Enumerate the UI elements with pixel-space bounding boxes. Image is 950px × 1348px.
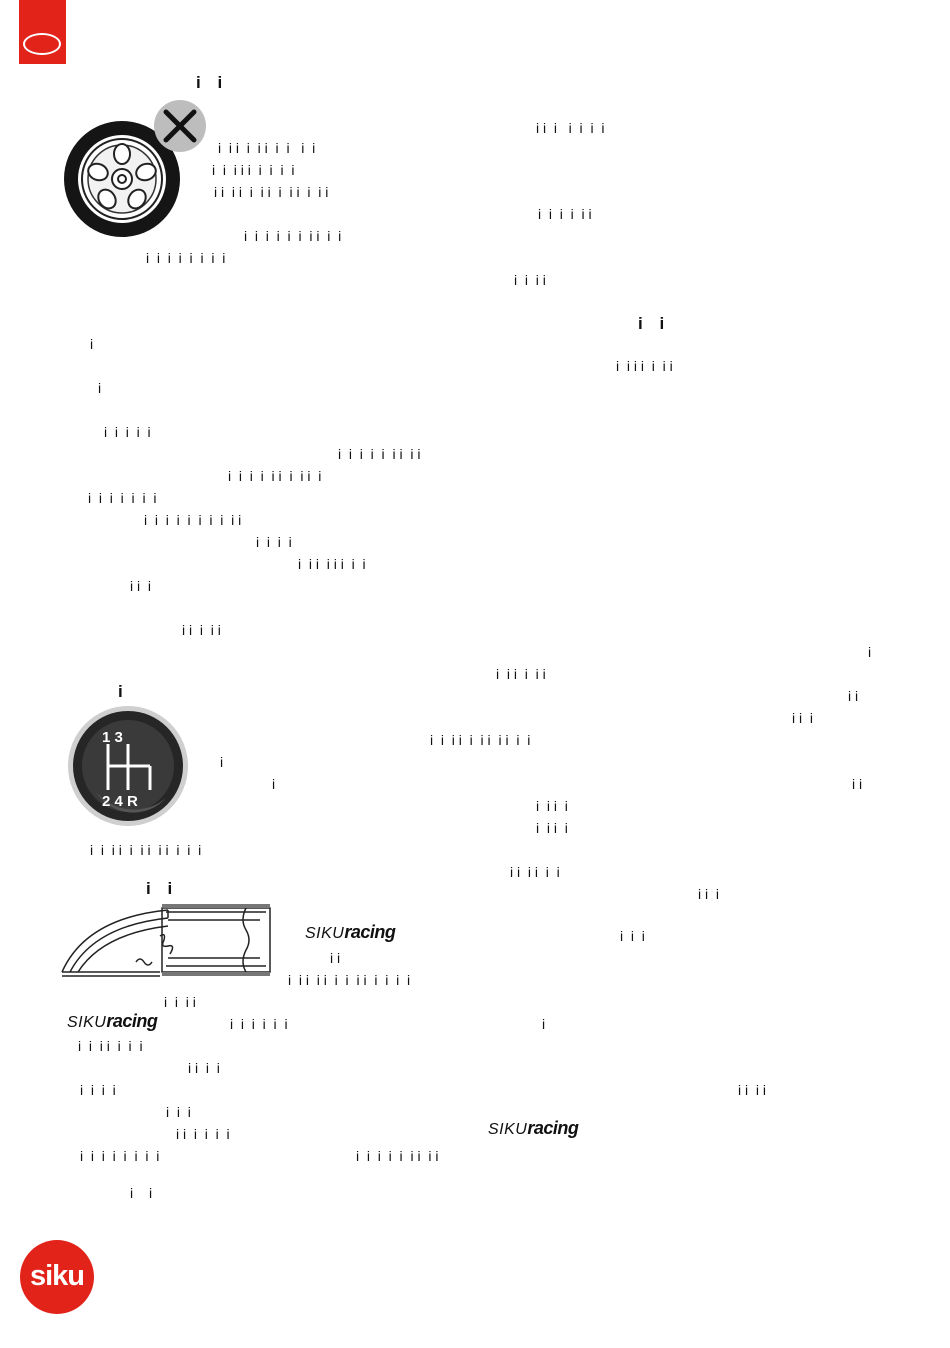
text-fragment: i i i i bbox=[536, 798, 568, 814]
heading-secondary: i i bbox=[638, 314, 671, 333]
text-fragment: i i i i i i i i i i i bbox=[430, 732, 531, 748]
text-fragment: i i i i i i i i i i bbox=[244, 228, 342, 244]
text-fragment: i bbox=[90, 336, 94, 352]
heading-gearshift: i bbox=[118, 682, 129, 701]
siku-racing-logo: SIKUracing bbox=[305, 922, 396, 942]
text-fragment: i i i bbox=[792, 710, 813, 726]
text-fragment: i i i i bbox=[188, 1060, 220, 1076]
gear-knob-illustration bbox=[66, 702, 190, 832]
siku-brand-logo: siku bbox=[20, 1240, 94, 1314]
text-fragment: i i i i i i i bbox=[88, 490, 157, 506]
text-fragment: i i i i i bbox=[104, 424, 151, 440]
text-fragment: i i bbox=[330, 950, 341, 966]
text-fragment: i bbox=[542, 1016, 546, 1032]
text-fragment: i i i i bbox=[164, 994, 196, 1010]
text-fragment: i i i i i i bbox=[510, 864, 560, 880]
siku-racing-logo: SIKUracing bbox=[67, 1011, 158, 1031]
text-fragment: i i bbox=[848, 688, 859, 704]
text-fragment: i i i i i i i i bbox=[80, 1148, 160, 1164]
text-fragment: i i i i i i i bbox=[616, 358, 673, 374]
text-fragment: i i i i i i i i bbox=[298, 556, 366, 572]
text-fragment: i i i bbox=[620, 928, 645, 944]
text-fragment: i i i i bbox=[536, 820, 568, 836]
text-fragment: i i i i i i bbox=[176, 1126, 230, 1142]
text-fragment: i i i i i i bbox=[538, 206, 592, 222]
text-fragment: i i i i i i i i i bbox=[212, 162, 295, 178]
text-fragment: i i i i i i i i i i i i i bbox=[288, 972, 411, 988]
text-fragment: i i i i bbox=[256, 534, 292, 550]
gear-top-label: 1 3 bbox=[102, 729, 123, 746]
text-fragment: i i i bbox=[698, 886, 719, 902]
text-fragment: i i i i bbox=[738, 1082, 766, 1098]
text-fragment: i bbox=[868, 644, 872, 660]
text-fragment: i i i i i i i i i i bbox=[144, 512, 242, 528]
track-pieces-illustration bbox=[56, 900, 276, 980]
wheel-wrench-illustration bbox=[60, 96, 210, 241]
heading-wheel-change: i i bbox=[196, 73, 229, 92]
text-fragment: i i i i bbox=[80, 1082, 116, 1098]
text-fragment: i i i i i i bbox=[496, 666, 546, 682]
text-fragment: i bbox=[272, 776, 276, 792]
text-fragment: i i i bbox=[130, 578, 151, 594]
text-fragment: i i i i i i i i i i bbox=[228, 468, 322, 484]
heading-track: i i bbox=[146, 879, 179, 898]
text-fragment: i i i i i i i i bbox=[146, 250, 226, 266]
text-fragment: i i i bbox=[166, 1104, 191, 1120]
text-fragment: i i i i i i i i i i i i i bbox=[214, 184, 329, 200]
text-fragment: i i i i bbox=[514, 272, 546, 288]
text-fragment: i i bbox=[852, 776, 863, 792]
section-tab bbox=[19, 0, 66, 64]
text-fragment: i i i i i i i bbox=[78, 1038, 143, 1054]
text-fragment: i bbox=[220, 754, 224, 770]
gear-bottom-label: 2 4 R bbox=[102, 793, 138, 810]
text-fragment: i bbox=[98, 380, 102, 396]
text-fragment: i i i i i i i bbox=[536, 120, 605, 136]
section-tab-oval bbox=[23, 33, 61, 55]
text-fragment: i i i i i i bbox=[230, 1016, 288, 1032]
footer-note: i i bbox=[130, 1185, 159, 1201]
siku-racing-logo: SIKUracing bbox=[488, 1118, 579, 1138]
text-fragment: i i i i i i i i i i bbox=[218, 140, 316, 156]
text-fragment: i i i i i i i i i bbox=[338, 446, 421, 462]
text-fragment: i i i i i i i i i i i i bbox=[90, 842, 202, 858]
text-fragment: i i i i i i i i i bbox=[356, 1148, 439, 1164]
text-fragment: i i i i i bbox=[182, 622, 221, 638]
